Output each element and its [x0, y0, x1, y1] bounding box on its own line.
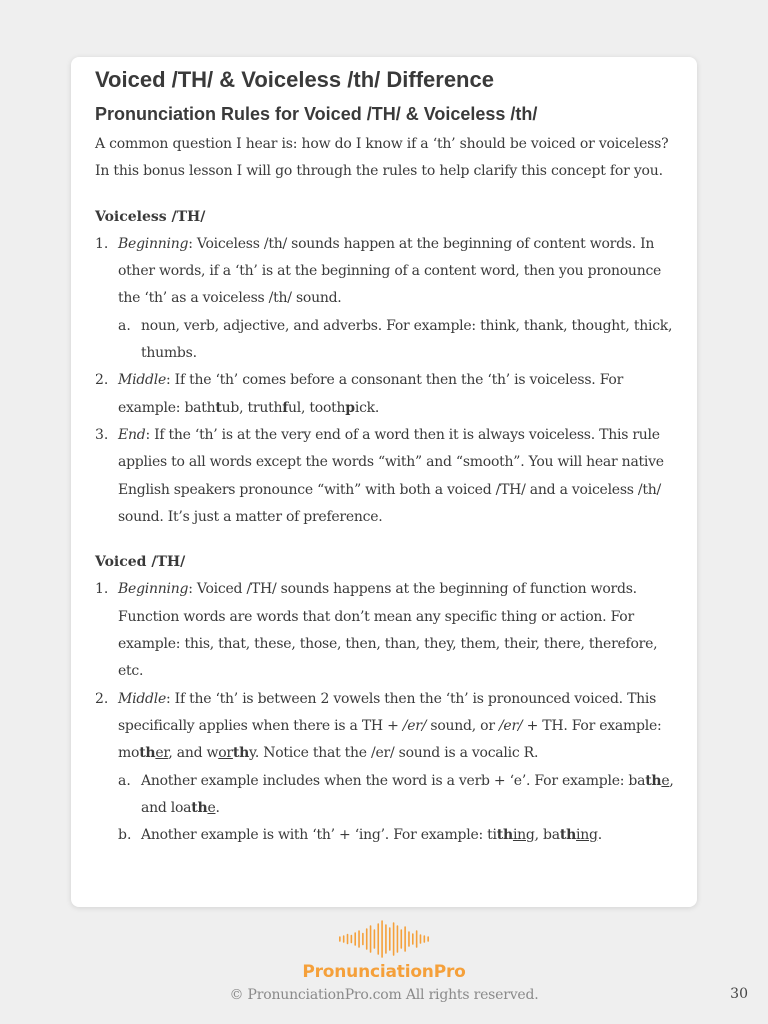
voiceless-list: [95, 231, 675, 531]
rule-label: Beginning: [118, 581, 189, 598]
rule-label: End: [118, 426, 146, 443]
rule-label: Middle: [118, 372, 166, 389]
soundwave-icon: [336, 918, 432, 960]
intro-paragraph: A common question I hear is: how do I know if a ‘th’ should be voiced or voiceless? In this bonus lesson I will go through the rules to help clarify this concept for you.: [95, 136, 669, 180]
page-card: [71, 57, 697, 907]
list-item: [95, 367, 675, 422]
rule-label: Middle: [118, 690, 166, 707]
sub-list-item: [118, 822, 675, 849]
sub-list-letter: b.: [118, 827, 132, 844]
voiced-heading: Voiced /TH/: [95, 554, 186, 571]
rule-text: : Voiceless /th/ sounds happen at the beginning of content words. In other words, if a ‘th’ is at the beginning of a content word, then you pronounce the ‘th’ as a voiceless /th/ sound.: [118, 235, 662, 307]
sub-list-letter: a.: [118, 317, 131, 334]
sub-text: noun, verb, adjective, and adverbs. For example: think, thank, thought, thick, thumbs.: [141, 317, 673, 362]
sub-list: [118, 313, 675, 368]
list-number: 1.: [95, 235, 109, 252]
voiceless-heading: Voiceless /TH/: [95, 208, 206, 225]
sub-list-item: [118, 768, 675, 823]
page-number: 30: [730, 986, 748, 1002]
copyright-text: © PronunciationPro.com All rights reserved.: [229, 987, 539, 1003]
rule-text: : Voiced /TH/ sounds happens at the beginning of function words. Function words are words that don’t mean any specific thing or action. For example: this, that, these, those, then, than, they, them, their, there, therefore, etc.: [118, 581, 658, 680]
list-number: 1.: [95, 581, 109, 598]
page-subtitle: Pronunciation Rules for Voiced /TH/ & Voiceless /th/: [95, 104, 538, 124]
rule-text: : If the ‘th’ comes before a consonant then the ‘th’ is voiceless. For example:: [118, 372, 624, 416]
sub-list-item: [118, 313, 675, 368]
document-content: [95, 67, 675, 849]
list-number: 2.: [95, 690, 109, 707]
brand-logo: [0, 918, 768, 982]
sub-text: Another example is with ‘th’ + ‘ing’. For example: tithing, bathing.: [141, 827, 602, 844]
list-item: [95, 422, 675, 531]
brand-name: PronunciationPro: [302, 962, 466, 982]
sub-text: Another example includes when the word is a verb + ‘e’. For example: bathe, and loathe.: [141, 772, 674, 816]
list-number: 2.: [95, 372, 109, 389]
list-item: [95, 686, 675, 850]
list-number: 3.: [95, 426, 109, 443]
page-title: Voiced /TH/ & Voiceless /th/ Difference: [95, 67, 494, 92]
example-word: bathtub, truthful, toothpick.: [184, 399, 380, 416]
rule-label: Beginning: [118, 235, 189, 252]
rule-text: : If the ‘th’ is between 2 vowels then the ‘th’ is pronounced voiced. This specifically applies when there is a TH + /er/ sound, or /er/ + TH. For example: mother, and worthy. Notice that the /er/ sound is a vocalic R.: [118, 690, 662, 762]
sub-list: [118, 768, 675, 850]
list-item: [95, 231, 675, 367]
rule-text: : If the ‘th’ is at the very end of a word then it is always voiceless. This rule applies to all words except the words “with” and “smooth”. You will hear native English speakers pronounce “with” with both a voiced /TH/ and a voiceless /th/ sound. It’s just a matter of preference.: [118, 426, 664, 525]
list-item: [95, 576, 675, 685]
sub-list-letter: a.: [118, 772, 131, 789]
voiced-list: [95, 576, 675, 849]
